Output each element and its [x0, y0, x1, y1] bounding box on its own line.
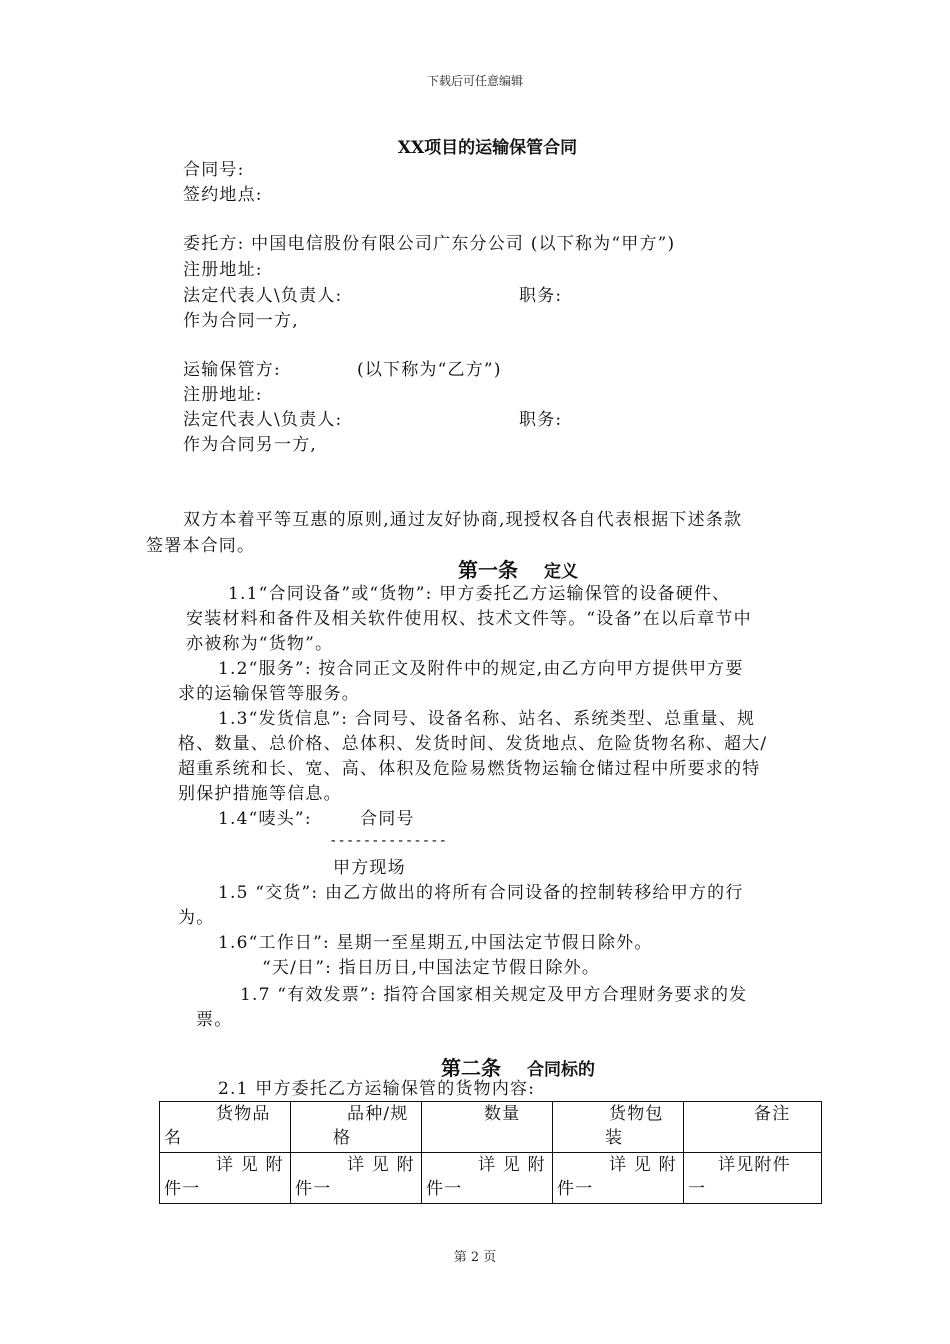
table-header-cell: 品种/规 格	[291, 1102, 422, 1153]
table-header-row	[160, 1102, 822, 1153]
clause-1-6-line-1: 1.6“工作日”: 星期一至星期五,中国法定节假日除外。	[218, 933, 653, 953]
article-2-name: 合同标的	[527, 1060, 595, 1080]
clause-1-1-line-1: 1.1“合同设备”或“货物”: 甲方委托乙方运输保管的设备硬件、	[228, 584, 731, 604]
party-b-address: 注册地址:	[183, 385, 263, 405]
clause-1-1-line-3: 亦被称为“货物”。	[186, 634, 334, 654]
party-b-representative: 法定代表人\负责人:	[183, 410, 343, 430]
clause-1-3-line-3: 超重系统和长、宽、高、体积及危险易燃货物运输仓储过程中所要求的特	[178, 759, 761, 779]
clause-1-3-line-2: 格、数量、总价格、总体积、发货时间、发货地点、危险货物名称、超大/	[178, 734, 768, 754]
table-header-cell: 货物品 名	[160, 1102, 291, 1153]
party-a-representative: 法定代表人\负责人:	[183, 286, 343, 306]
table-cell: 详见附件 一	[684, 1153, 822, 1204]
preamble-line-2: 签署本合同。	[146, 536, 256, 556]
article-1-heading	[458, 554, 578, 583]
article-2-number: 第二条	[441, 1056, 501, 1080]
party-b-line-alias: (以下称为“乙方”)	[357, 360, 502, 380]
sign-place-label: 签约地点:	[183, 185, 263, 205]
goods-table	[159, 1101, 822, 1204]
table-header-cell: 备注	[684, 1102, 822, 1153]
party-b-role: 作为合同另一方,	[183, 435, 318, 455]
clause-1-3-line-4: 别保护措施等信息。	[178, 784, 342, 804]
table-header-cell: 数量	[422, 1102, 553, 1153]
clause-1-7-line-2: 票。	[196, 1010, 233, 1030]
page-footer: 第 2 页	[453, 1250, 497, 1265]
clause-1-2-line-1: 1.2“服务”: 按合同正文及附件中的规定,由乙方向甲方提供甲方要	[218, 659, 744, 679]
table-cell: 详 见 附 件一	[160, 1153, 291, 1204]
clause-1-4-label: 1.4“唛头”:	[218, 809, 312, 829]
clause-1-6-line-2: “天/日”: 指日历日,中国法定节假日除外。	[262, 958, 601, 978]
clause-2-1: 2.1 甲方委托乙方运输保管的货物内容:	[218, 1079, 536, 1099]
party-a-position: 职务:	[519, 286, 563, 306]
article-1-number: 第一条	[458, 558, 518, 582]
clause-1-1-line-2: 安装材料和备件及相关软件使用权、技术文件等。“设备”在以后章节中	[186, 609, 752, 629]
clause-1-5-line-2: 为。	[178, 908, 215, 928]
clause-1-4-mark-bottom: 甲方现场	[333, 858, 406, 878]
clause-1-7-line-1: 1.7 “有效发票”: 指符合国家相关规定及甲方合理财务要求的发	[240, 985, 748, 1005]
table-row	[160, 1153, 822, 1204]
clause-1-2-line-2: 求的运输保管等服务。	[178, 684, 360, 704]
clause-1-4-mark-top: 合同号	[360, 809, 415, 829]
party-b-line-label: 运输保管方:	[183, 360, 281, 380]
article-1-name: 定义	[544, 562, 578, 582]
clause-1-5-line-1: 1.5 “交货”: 由乙方做出的将所有合同设备的控制转移给甲方的行	[218, 883, 744, 903]
party-b-position: 职务:	[519, 410, 563, 430]
contract-number-label: 合同号:	[183, 160, 245, 180]
clause-1-3-line-1: 1.3“发货信息”: 合同号、设备名称、站名、系统类型、总重量、规	[218, 709, 756, 729]
party-a-role: 作为合同一方,	[183, 311, 299, 331]
party-a-address: 注册地址:	[183, 260, 263, 280]
table-header-cell: 货物包 装	[553, 1102, 684, 1153]
preamble-line-1: 双方本着平等互惠的原则,通过友好协商,现授权各自代表根据下述条款	[183, 510, 743, 530]
clause-1-4-mark-divider: --------------	[329, 833, 448, 849]
page-header: 下载后可任意编辑	[426, 74, 523, 88]
table-cell: 详 见 附 件一	[553, 1153, 684, 1204]
table-cell: 详 见 附 件一	[291, 1153, 422, 1204]
table-cell: 详 见 附 件一	[422, 1153, 553, 1204]
party-a-line: 委托方: 中国电信股份有限公司广东分公司 (以下称为“甲方”)	[183, 234, 676, 254]
document-title: XX项目的运输保管合同	[397, 138, 578, 158]
